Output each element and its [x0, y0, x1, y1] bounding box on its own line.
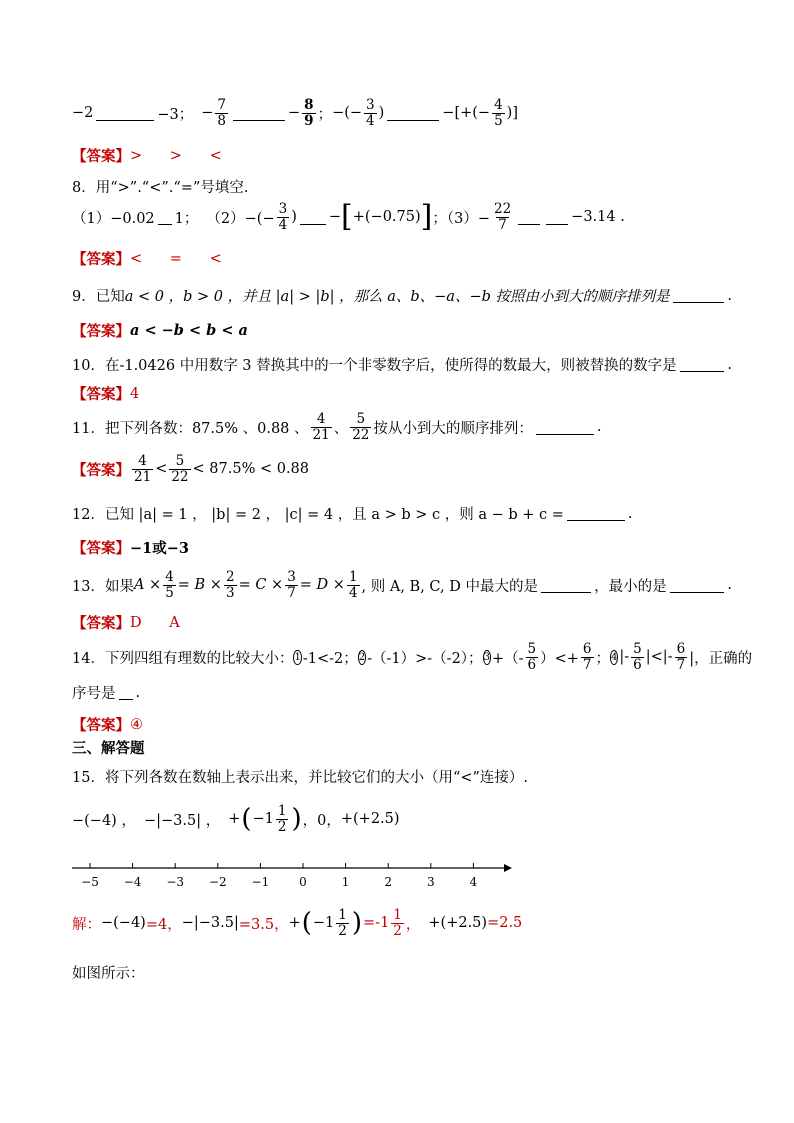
- q15-sol-value: ，: [405, 916, 421, 933]
- q14-line-1: [72, 641, 753, 673]
- q15-title-text: 15．将下列各数在数轴上表示出来，并比较它们的大小（用“<”连接）.: [72, 770, 529, 786]
- q14-fraction-3: $\frac{5}{6}$: [633, 641, 642, 673]
- q7-fraction-2: $\frac{8}{9}$: [304, 97, 314, 129]
- q12-text: 12．已知 |a| = 1 ， |b| = 2 ， |c| = 4 ，且 a > b > c ，则 a − b + c =: [72, 507, 564, 523]
- q14-text: .: [135, 684, 141, 701]
- q14-text: ）<+: [540, 650, 579, 667]
- q7-blank-3[interactable]: [387, 106, 439, 121]
- answer-value: −1或−3: [130, 540, 189, 557]
- q13-text: A ×: [133, 577, 162, 594]
- circled-number: 4: [611, 651, 618, 663]
- q15-sol-fraction: $\frac{1}{2}$: [338, 907, 347, 939]
- q8-text: （2）−(−: [206, 210, 275, 227]
- circled-number: 1: [294, 651, 301, 663]
- q15-solution: 解： −(−4) =4， −|−3.5| =3.5， + ( −1 $\frac{1}{2}$ ) =-1 $\frac{1}{2}$ ， +(+2.5) =2.5: [72, 907, 523, 939]
- q8-fraction-1: $\frac{3}{4}$: [278, 201, 288, 233]
- answer-value: 4: [130, 385, 140, 402]
- q12-answer: [72, 537, 732, 558]
- q8-text: +(−0.75): [352, 209, 421, 226]
- q14-fraction-1: $\frac{5}{6}$: [527, 641, 537, 673]
- q8-title: [72, 176, 732, 197]
- q11-answer-text: < 87.5% < 0.88: [192, 461, 310, 478]
- q15-text: −|−3.5| ，: [143, 812, 221, 829]
- q7-text: −3；: [157, 106, 194, 123]
- answer-label: 【答案】: [72, 148, 130, 165]
- q15-sol-value: =2.5: [487, 915, 523, 932]
- q13-fraction-1: $\frac{4}{5}$: [165, 569, 174, 601]
- q15-text: +: [228, 811, 241, 828]
- q14-text: -（-1）>-（-2）；: [367, 650, 483, 667]
- axis-tick-label: −2: [208, 875, 227, 889]
- q10-text: 10．在-1.0426 中用数字 3 替换其中的一个非零数字后，使所得的数最大，则被替换的数字是: [72, 358, 677, 374]
- q14-fraction-4: $\frac{6}{7}$: [676, 641, 686, 673]
- q14-text: |<|-: [645, 649, 673, 666]
- q13-fraction-3: $\frac{3}{7}$: [287, 569, 296, 601]
- q13-line: [72, 570, 732, 601]
- q7-line: [72, 98, 732, 129]
- q11-line: [72, 412, 732, 443]
- solution-label: 解：: [72, 916, 101, 933]
- q15-sol-text: −1: [312, 915, 335, 932]
- q10-text: .: [727, 356, 732, 373]
- q13-text: , 则 A, B, C, D 中最大的是: [361, 578, 538, 595]
- q15-title: [72, 766, 732, 787]
- q13-answer: [72, 612, 732, 633]
- answer-label: 【答案】: [72, 461, 130, 479]
- answer-label: 【答案】: [72, 251, 130, 268]
- q7-text: −: [201, 105, 214, 122]
- q7-text: )]: [506, 105, 518, 122]
- q9-text: 9．已知: [72, 289, 125, 305]
- q15-text: ，0，: [302, 812, 341, 829]
- q13-text: = C ×: [238, 577, 284, 594]
- q15-sol-text: +(+2.5): [428, 915, 488, 932]
- q13-fraction-4: $\frac{1}{4}$: [348, 569, 358, 601]
- q15-text: −(−4) ，: [72, 812, 136, 829]
- axis-tick-label: −4: [123, 875, 142, 889]
- axis-tick-label: −1: [251, 875, 270, 889]
- number-line: [72, 856, 512, 896]
- section-title: 三、解答题: [72, 740, 145, 757]
- q13-text: .: [727, 577, 732, 594]
- q14-blank[interactable]: [119, 685, 133, 700]
- q11-text: 11．把下列各数：87.5% 、0.88 、: [72, 420, 309, 437]
- q8-text: ；（3）−: [432, 210, 490, 227]
- q11-text: 按从小到大的顺序排列：: [373, 420, 533, 437]
- circled-number: 2: [358, 651, 366, 663]
- axis-tick-label: −3: [166, 875, 185, 889]
- q15-sol-value: =3.5，: [238, 916, 289, 933]
- answer-label: 【答案】: [72, 717, 130, 734]
- q14-text: +（-: [491, 650, 524, 667]
- q11-text: 、: [333, 420, 349, 437]
- q13-blank-2[interactable]: [670, 578, 725, 593]
- q14-text: 14．下列四组有理数的比较大小：: [72, 650, 294, 667]
- q8-blank-2[interactable]: [300, 210, 326, 225]
- q8-title-text: 8．用“>”.“<”.“=”号填空.: [72, 180, 249, 196]
- q15-numbers: −(−4) ， −|−3.5| ， + ( −1 $\frac{1}{2}$ ) ，0， +(+2.5): [72, 803, 400, 835]
- q15-sol-value: =-1: [363, 915, 390, 932]
- q11-answer-text: <: [155, 461, 168, 478]
- q8-text: （1）−0.02: [72, 210, 155, 227]
- answer-label: 【答案】: [72, 323, 130, 340]
- q11-fraction-2: $\frac{5}{22}$: [352, 411, 370, 443]
- axis-tick-label: 1: [341, 875, 350, 889]
- answer-value: < = <: [130, 250, 222, 267]
- answer-label: 【答案】: [72, 540, 130, 557]
- q12-blank[interactable]: [567, 506, 625, 521]
- q11-answer-fraction-1: $\frac{4}{21}$: [134, 453, 152, 485]
- q13-blank-1[interactable]: [541, 578, 591, 593]
- q10-answer: [72, 383, 732, 404]
- q8-fraction-2: $\frac{22}{7}$: [493, 201, 512, 233]
- q7-fraction-1: $\frac{7}{8}$: [217, 97, 226, 129]
- q14-text: |，正确的: [689, 650, 753, 667]
- q7-answer: [72, 145, 732, 166]
- q7-text: −[+(−: [442, 105, 491, 122]
- q13-text: = B ×: [177, 577, 222, 594]
- q7-fraction-3: $\frac{3}{4}$: [366, 97, 375, 129]
- circled-number: 3: [483, 651, 490, 663]
- q12-text: .: [627, 505, 633, 522]
- q8-blank-4[interactable]: [546, 210, 568, 225]
- answer-label: 【答案】: [72, 386, 130, 403]
- q15-text: −1: [252, 811, 274, 828]
- q15-fraction: $\frac{1}{2}$: [277, 803, 287, 835]
- q8-line: （1）−0.02 1； （2）−(− $\frac{3}{4}$ ) − [ +(−0.75) ] ；（3）− $\frac{22}{7}$ −3.14 .: [72, 199, 625, 235]
- q8-blank-3[interactable]: [518, 210, 540, 225]
- q7-blank-1[interactable]: [96, 106, 154, 121]
- answer-value: D A: [130, 614, 180, 631]
- q12-line: [72, 503, 732, 524]
- q7-fraction-4: $\frac{4}{5}$: [494, 97, 503, 129]
- q15-sol-text: −|−3.5|: [181, 915, 239, 932]
- q8-answer: [72, 248, 732, 269]
- q15-sol-value: =4，: [145, 916, 182, 933]
- q9-blank[interactable]: [673, 288, 725, 303]
- q10-line: [72, 354, 732, 375]
- q8-text: 1；: [174, 210, 199, 227]
- q8-blank-1[interactable]: [158, 210, 172, 225]
- q9-answer: [72, 320, 732, 341]
- q14-answer: [72, 714, 732, 735]
- q14-text: -1<-2；: [302, 650, 358, 667]
- q15-text: +(+2.5): [340, 811, 400, 828]
- q11-answer: [72, 454, 732, 485]
- answer-value: ④: [130, 716, 143, 733]
- q7-text: −2: [72, 105, 94, 122]
- axis-tick-label: 4: [469, 875, 478, 889]
- q14-text: ；: [595, 650, 610, 667]
- axis-tick-label: −5: [81, 875, 99, 889]
- q7-text: −(−: [332, 105, 363, 122]
- answer-label: 【答案】: [72, 615, 130, 632]
- q15-sol-text: −(−4): [101, 915, 146, 932]
- q9-text: a < 0 ，b > 0 ，并且 |a| > |b| ，那么 a、b、−a、−b 按照由小到大的顺序排列是: [124, 289, 670, 305]
- answer-value: > > <: [130, 147, 222, 164]
- q8-text: −: [328, 209, 342, 226]
- q13-text: ，最小的是: [594, 578, 667, 595]
- q9-line: [72, 285, 732, 306]
- axis-tick-label: 2: [384, 875, 393, 889]
- q11-blank[interactable]: [536, 420, 594, 435]
- q15-figure-note: [72, 962, 732, 983]
- q14-text: 序号是: [72, 686, 116, 702]
- answer-value: a < −b < b < a: [130, 322, 248, 339]
- axis-tick-label: 0: [299, 875, 307, 889]
- q14-text: |-: [619, 649, 630, 666]
- axis-tick-label: 3: [426, 875, 435, 889]
- q7-blank-2[interactable]: [233, 106, 285, 121]
- q10-blank[interactable]: [680, 357, 725, 372]
- q11-fraction-1: $\frac{4}{21}$: [312, 411, 330, 443]
- section-heading: [72, 737, 732, 758]
- q13-text: 13．如果: [72, 578, 134, 595]
- q9-text: .: [727, 287, 732, 304]
- q7-text: −: [288, 105, 301, 122]
- q15-sol-text: +: [288, 915, 301, 932]
- q11-answer-fraction-2: $\frac{5}{22}$: [171, 453, 189, 485]
- q11-text: .: [596, 419, 602, 436]
- q15-fig-text: 如图所示：: [72, 966, 145, 982]
- q15-sol-value-fraction: $\frac{1}{2}$: [393, 907, 402, 939]
- axis-arrow-icon: [504, 864, 512, 872]
- q14-fraction-2: $\frac{6}{7}$: [582, 641, 592, 673]
- q8-text: ): [291, 209, 297, 226]
- q13-text: = D ×: [299, 577, 345, 594]
- q7-text: ；: [317, 106, 333, 123]
- q13-fraction-2: $\frac{2}{3}$: [225, 569, 235, 601]
- q14-line-2: [72, 682, 732, 703]
- q7-text: ): [378, 105, 385, 122]
- q8-text: −3.14 .: [571, 209, 625, 226]
